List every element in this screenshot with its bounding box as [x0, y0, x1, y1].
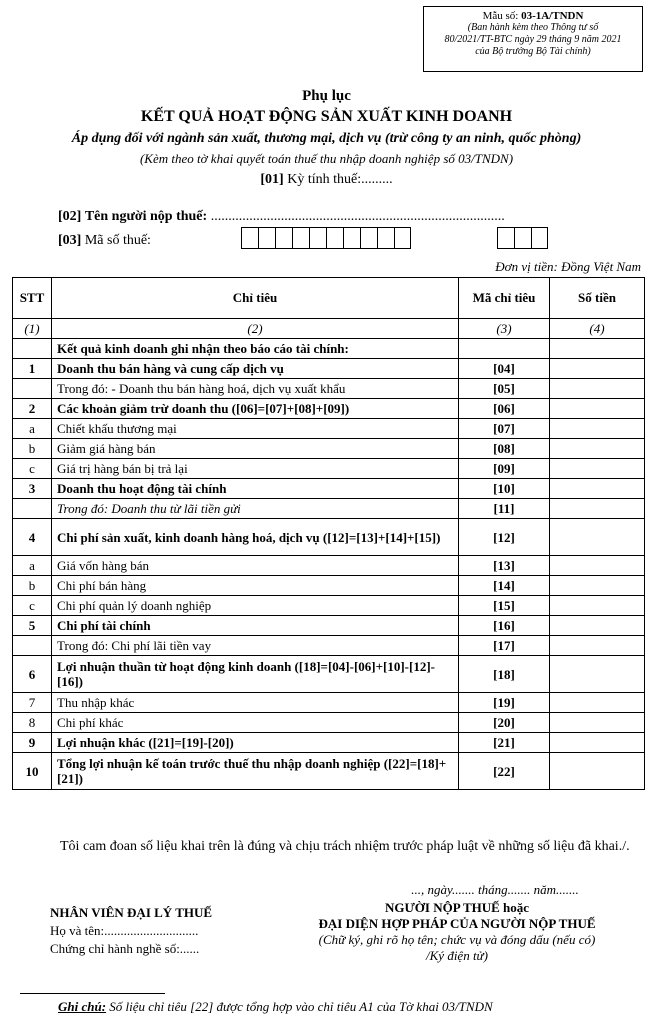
row-stt: a [13, 556, 52, 576]
row-indicator: Trong đó: Doanh thu từ lãi tiền gửi [52, 499, 459, 519]
row-stt: c [13, 459, 52, 479]
table-row [13, 656, 645, 693]
row-amount[interactable] [550, 616, 645, 636]
row-stt [13, 636, 52, 656]
row-code: [15] [459, 596, 550, 616]
row-stt: b [13, 439, 52, 459]
table-row [13, 339, 645, 359]
date-line: ..., ngày....... tháng....... năm....... [411, 882, 579, 897]
row-amount[interactable] [550, 359, 645, 379]
row-code: [14] [459, 576, 550, 596]
table-row [13, 479, 645, 499]
form-code-box [423, 6, 643, 72]
row-stt: 8 [13, 713, 52, 733]
table-row [13, 713, 645, 733]
row-stt [13, 339, 52, 359]
row-indicator: Lợi nhuận khác ([21]=[19]-[20]) [52, 733, 459, 753]
row-stt: 9 [13, 733, 52, 753]
row-code: [05] [459, 379, 550, 399]
row-indicator: Giá vốn hàng bán [52, 556, 459, 576]
row-indicator: Doanh thu hoạt động tài chính [52, 479, 459, 499]
row-stt: 7 [13, 693, 52, 713]
row-amount[interactable] [550, 459, 645, 479]
row-code: [17] [459, 636, 550, 656]
tax-id-box[interactable] [241, 227, 258, 249]
row-amount[interactable] [550, 636, 645, 656]
tax-agent-block [50, 904, 212, 958]
row-stt: 6 [13, 656, 52, 693]
row-indicator: Giảm giá hàng bán [52, 439, 459, 459]
tax-id-boxes[interactable] [241, 227, 411, 249]
table-row [13, 556, 645, 576]
index-cell: (3) [459, 319, 550, 339]
tax-id-box[interactable] [497, 227, 514, 249]
signer-title2: ĐẠI DIỆN HỢP PHÁP CỦA NGƯỜI NỘP THUẾ [318, 916, 596, 931]
table-row [13, 499, 645, 519]
form-code: Mẫu số: 03-1A/TNDN [482, 10, 584, 22]
index-cell: (2) [52, 319, 459, 339]
column-index-row [13, 319, 645, 339]
row-stt [13, 499, 52, 519]
agent-certificate-field[interactable]: Chứng chỉ hành nghề số:...... [50, 941, 200, 956]
footnote-rule [20, 993, 165, 994]
row-indicator: Chi phí khác [52, 713, 459, 733]
row-code: [16] [459, 616, 550, 636]
tax-id-box[interactable] [343, 227, 360, 249]
row-indicator: Tổng lợi nhuận kế toán trước thuế thu nhập doanh nghiệp ([22]=[18]+[21]) [52, 753, 459, 790]
footnote: Ghi chú: Số liệu chỉ tiêu [22] được tổng hợp vào chỉ tiêu A1 của Tờ khai 03/TNDN [58, 999, 493, 1014]
signer-title1: NGƯỜI NỘP THUẾ hoặc [384, 900, 530, 915]
row-amount[interactable] [550, 753, 645, 790]
table-row [13, 753, 645, 790]
header-amount: Số tiền [550, 278, 645, 319]
row-stt: 10 [13, 753, 52, 790]
row-code: [09] [459, 459, 550, 479]
row-code: [10] [459, 479, 550, 499]
row-amount[interactable] [550, 656, 645, 693]
table-row [13, 519, 645, 556]
row-amount[interactable] [550, 693, 645, 713]
form-issued-line2: 80/2021/TT-BTC ngày 29 tháng 9 năm 2021 [444, 34, 622, 45]
row-amount[interactable] [550, 733, 645, 753]
taxpayer-name-line: [02] Tên người nộp thuế: .................................................................................... [58, 209, 505, 224]
tax-id-box[interactable] [258, 227, 275, 249]
row-indicator: Trong đó: Chi phí lãi tiền vay [52, 636, 459, 656]
header-stt: STT [13, 278, 52, 319]
table-row [13, 399, 645, 419]
agent-name-field[interactable]: Họ và tên:............................. [50, 923, 199, 938]
table-row [13, 379, 645, 399]
table-row [13, 439, 645, 459]
row-indicator: Chi phí sản xuất, kinh doanh hàng hoá, dịch vụ ([12]=[13]+[14]+[15]) [52, 519, 459, 556]
table-row [13, 733, 645, 753]
appendix-heading: Phụ lục [302, 88, 351, 104]
table-row [13, 596, 645, 616]
row-code: [11] [459, 499, 550, 519]
row-indicator: Doanh thu bán hàng và cung cấp dịch vụ [52, 359, 459, 379]
tax-id-box[interactable] [394, 227, 411, 249]
table-row [13, 576, 645, 596]
taxpayer-name-field[interactable]: .................................................................................... [210, 209, 505, 224]
row-indicator: Kết quả kinh doanh ghi nhận theo báo cáo tài chính: [52, 339, 459, 359]
row-stt: 3 [13, 479, 52, 499]
table-row [13, 359, 645, 379]
row-code: [21] [459, 733, 550, 753]
index-cell: (4) [550, 319, 645, 339]
tax-id-branch-boxes[interactable] [497, 227, 548, 249]
tax-id-box[interactable] [531, 227, 548, 249]
row-amount[interactable] [550, 479, 645, 499]
row-indicator: Trong đó: - Doanh thu bán hàng hoá, dịch vụ xuất khẩu [52, 379, 459, 399]
row-indicator: Các khoản giảm trừ doanh thu ([06]=[07]+[08]+[09]) [52, 399, 459, 419]
signer-block [282, 900, 632, 964]
row-amount[interactable] [550, 556, 645, 576]
row-code: [19] [459, 693, 550, 713]
document-title: KẾT QUẢ HOẠT ĐỘNG SẢN XUẤT KINH DOANH [140, 108, 513, 125]
row-code: [22] [459, 753, 550, 790]
pledge-statement: Tôi cam đoan số liệu khai trên là đúng và chịu trách nhiệm trước pháp luật về những số liệu đã khai./. [60, 839, 630, 854]
table-row [13, 459, 645, 479]
row-amount[interactable] [550, 419, 645, 439]
row-stt: c [13, 596, 52, 616]
row-amount[interactable] [550, 713, 645, 733]
row-amount[interactable] [550, 379, 645, 399]
row-indicator: Chi phí tài chính [52, 616, 459, 636]
row-code: [12] [459, 519, 550, 556]
agent-title: NHÂN VIÊN ĐẠI LÝ THUẾ [50, 905, 213, 920]
row-code: [20] [459, 713, 550, 733]
row-indicator: Thu nhập khác [52, 693, 459, 713]
row-code: [07] [459, 419, 550, 439]
signer-note2: /Ký điện tử) [426, 948, 488, 963]
row-code: [13] [459, 556, 550, 576]
row-amount[interactable] [550, 596, 645, 616]
tax-id-box[interactable] [309, 227, 326, 249]
row-amount[interactable] [550, 499, 645, 519]
signer-note1: (Chữ ký, ghi rõ họ tên; chức vụ và đóng dấu (nếu có) [318, 932, 596, 947]
tax-id-box[interactable] [326, 227, 343, 249]
form-issued-line1: (Ban hành kèm theo Thông tư số [467, 22, 599, 33]
results-table [12, 277, 645, 790]
row-amount[interactable] [550, 439, 645, 459]
table-header-row [13, 278, 645, 319]
tax-id-box[interactable] [377, 227, 394, 249]
row-stt [13, 379, 52, 399]
tax-period: [01] Kỳ tính thuế:......... [260, 172, 393, 187]
header-code: Mã chỉ tiêu [459, 278, 550, 319]
currency-note: Đơn vị tiền: Đồng Việt Nam [495, 259, 641, 274]
row-indicator: Chi phí bán hàng [52, 576, 459, 596]
row-indicator: Chi phí quản lý doanh nghiệp [52, 596, 459, 616]
tax-id-box[interactable] [292, 227, 309, 249]
scope-note: Áp dụng đối với ngành sản xuất, thương mại, dịch vụ (trừ công ty an ninh, quốc phòng) [71, 131, 582, 146]
index-cell: (1) [13, 319, 52, 339]
row-amount[interactable] [550, 519, 645, 556]
table-row [13, 616, 645, 636]
row-code: [04] [459, 359, 550, 379]
header-indicator: Chỉ tiêu [52, 278, 459, 319]
table-row [13, 693, 645, 713]
row-stt: a [13, 419, 52, 439]
table-row [13, 419, 645, 439]
row-stt: 5 [13, 616, 52, 636]
row-code [459, 339, 550, 359]
attachment-note: (Kèm theo tờ khai quyết toán thuế thu nhập doanh nghiệp số 03/TNDN) [139, 151, 514, 166]
row-amount[interactable] [550, 399, 645, 419]
row-code: [08] [459, 439, 550, 459]
row-indicator: Giá trị hàng bán bị trả lại [52, 459, 459, 479]
table-row [13, 636, 645, 656]
row-code: [06] [459, 399, 550, 419]
row-stt: 4 [13, 519, 52, 556]
row-stt: 1 [13, 359, 52, 379]
tax-id-box[interactable] [360, 227, 377, 249]
row-indicator: Lợi nhuận thuần từ hoạt động kinh doanh ([18]=[04]-[06]+[10]-[12]-[16]) [52, 656, 459, 693]
row-code: [18] [459, 656, 550, 693]
form-issued-line3: của Bộ trưởng Bộ Tài chính) [475, 46, 591, 57]
row-stt: b [13, 576, 52, 596]
row-indicator: Chiết khấu thương mại [52, 419, 459, 439]
row-amount[interactable] [550, 339, 645, 359]
row-stt: 2 [13, 399, 52, 419]
tax-id-box[interactable] [275, 227, 292, 249]
tax-id-box[interactable] [514, 227, 531, 249]
tax-id-line: [03] Mã số thuế: [58, 233, 151, 248]
row-amount[interactable] [550, 576, 645, 596]
